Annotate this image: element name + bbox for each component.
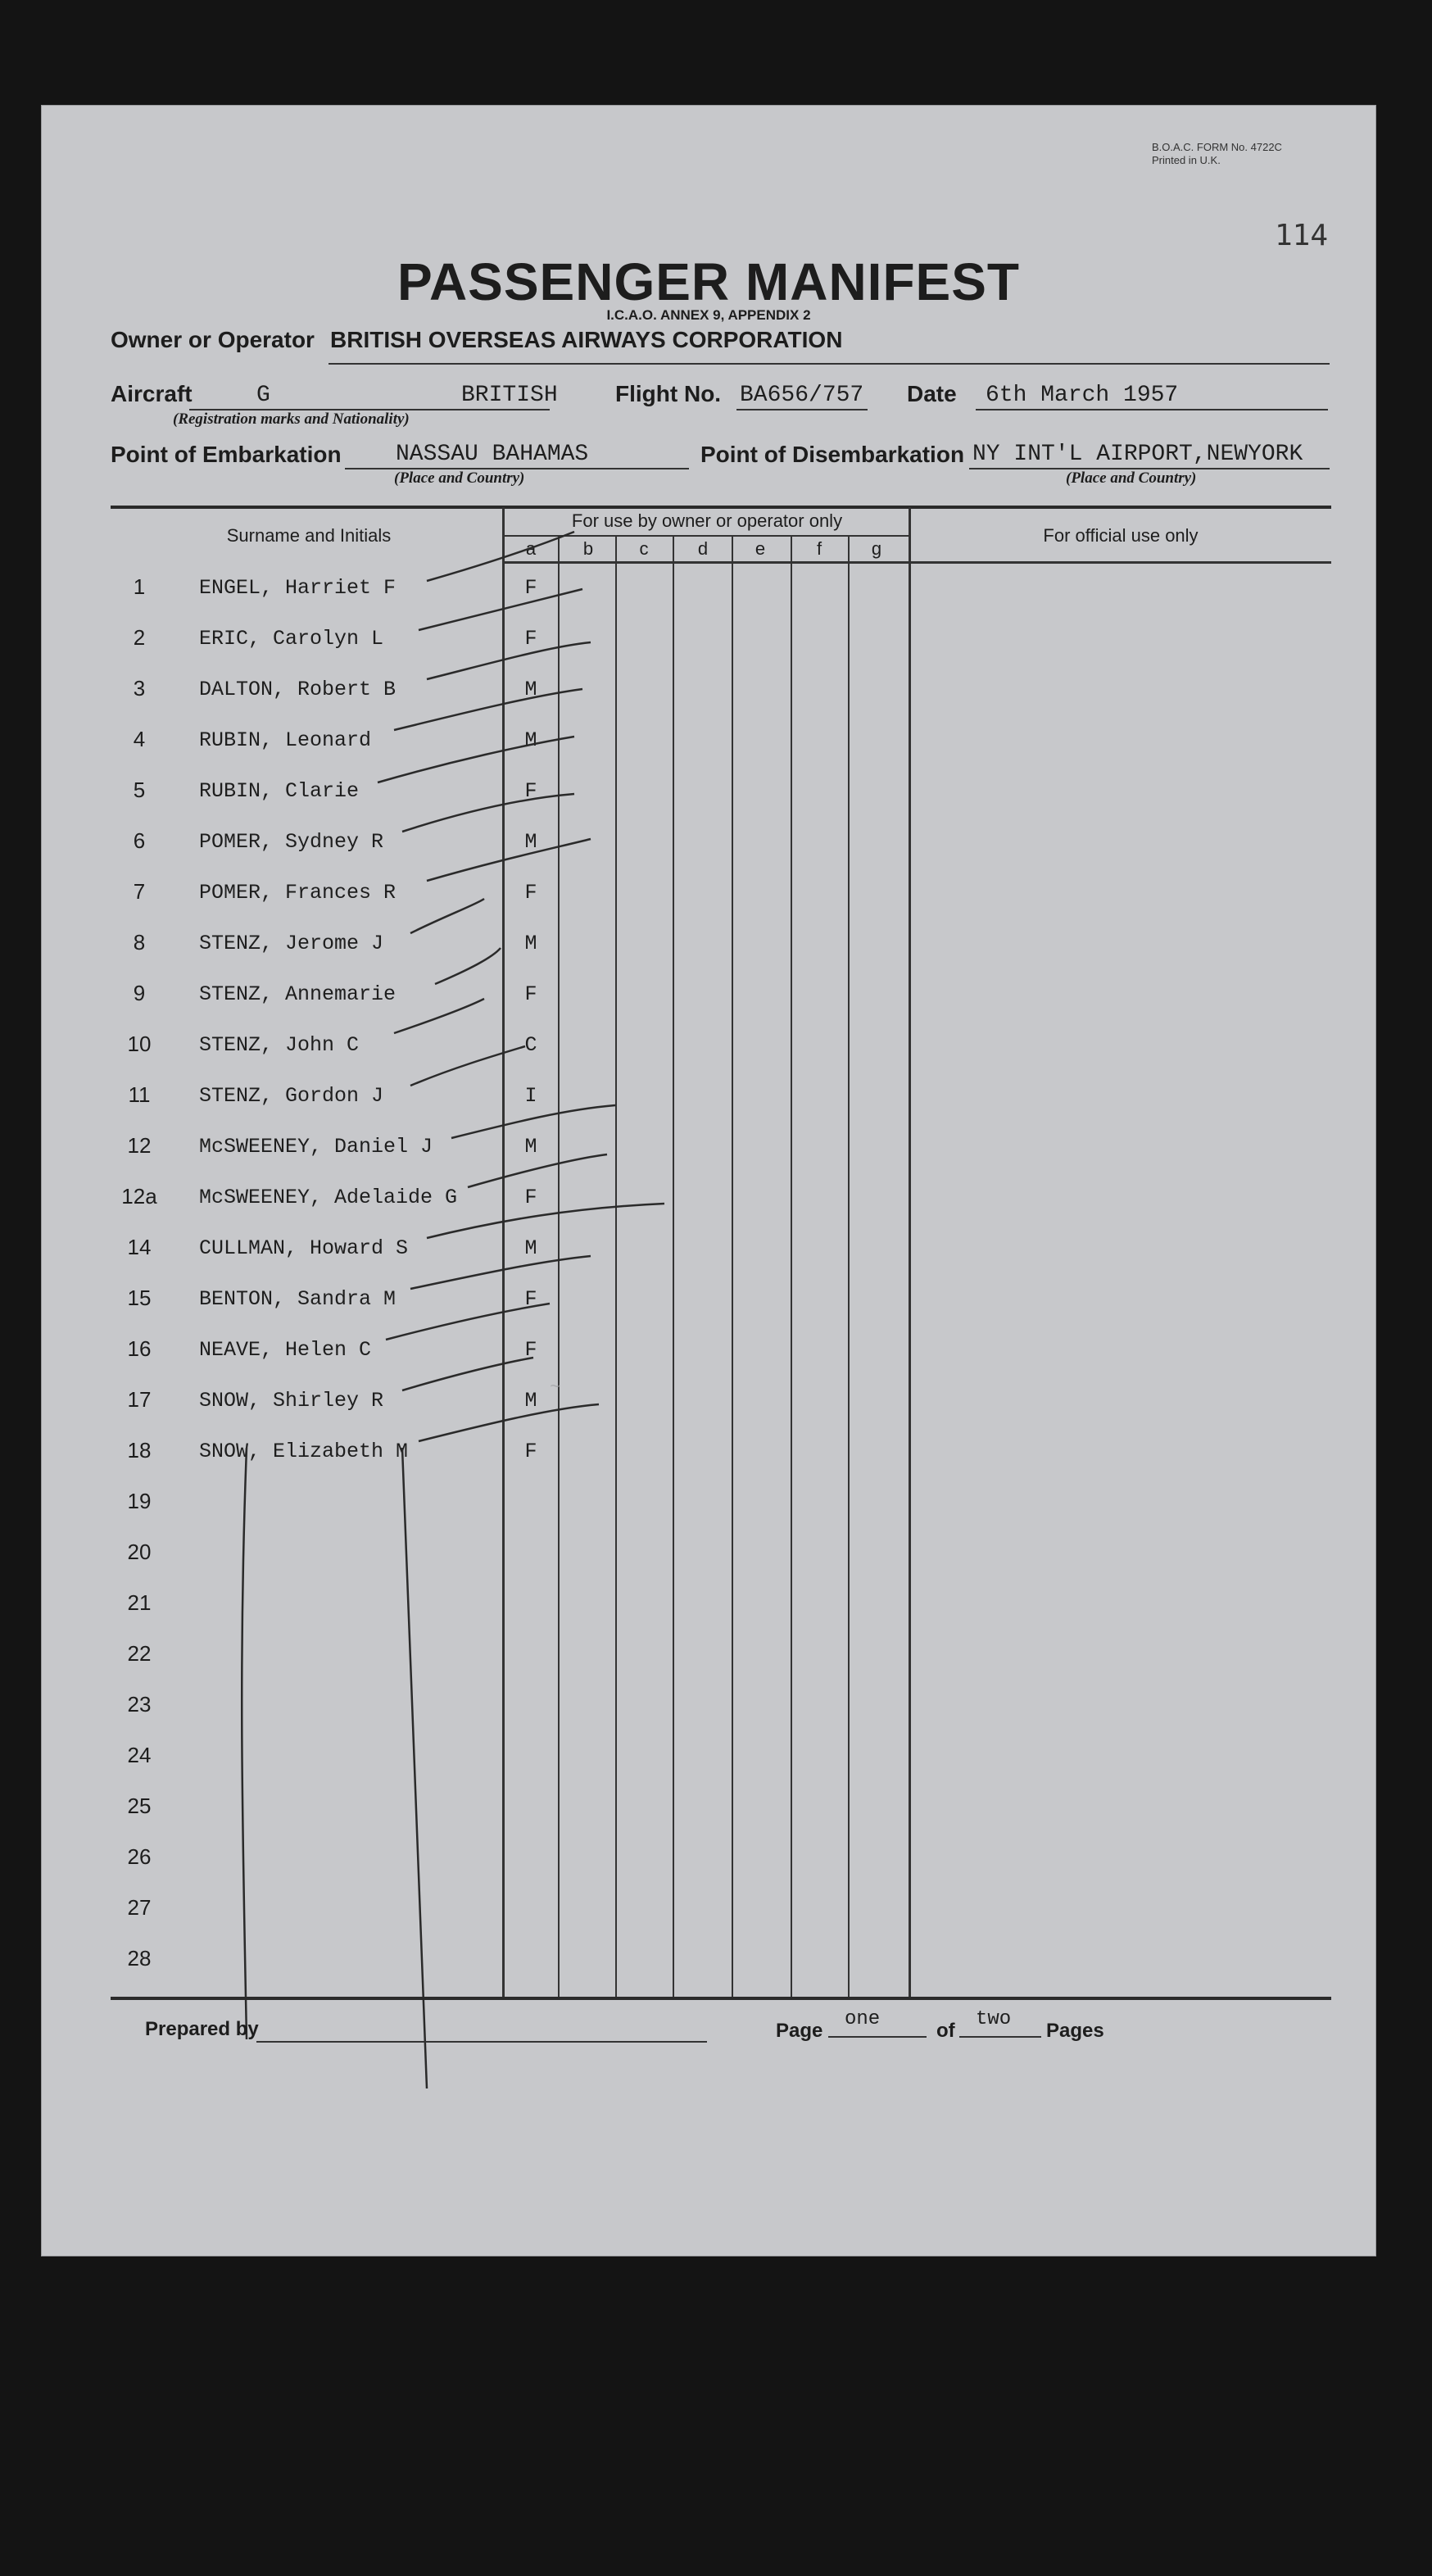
passenger-sex: F <box>524 982 537 1006</box>
row-number: 7 <box>133 879 146 904</box>
svg-text:~: ~ <box>550 1377 561 1398</box>
prepared-label: Prepared by <box>145 2018 259 2040</box>
total-pages-value: two <box>976 2008 1012 2030</box>
row-number: 28 <box>127 1946 152 1971</box>
passenger-name: DALTON, Robert B <box>199 678 397 701</box>
row-number: 27 <box>127 1895 152 1920</box>
table-bottom-rule <box>111 1997 1331 2000</box>
disembark-label: Point of Disembarkation <box>700 442 965 467</box>
passenger-name: SNOW, Shirley R <box>199 1389 384 1413</box>
row-number: 9 <box>133 981 146 1005</box>
passenger-name: ENGEL, Harriet F <box>199 576 397 600</box>
passenger-name: STENZ, John C <box>199 1033 360 1057</box>
aircraft-reg: G <box>256 383 270 408</box>
passenger-name: BENTON, Sandra M <box>199 1287 397 1311</box>
passenger-name: POMER, Frances R <box>199 881 397 905</box>
row-number: 23 <box>127 1692 152 1717</box>
row-number: 26 <box>127 1844 152 1869</box>
flight-label: Flight No. <box>615 381 722 406</box>
passenger-sex: M <box>524 1389 537 1413</box>
printed-in-text: Printed in U.K. <box>1152 154 1221 166</box>
total-underline <box>959 2036 1041 2038</box>
date-value: 6th March 1957 <box>986 383 1179 408</box>
row-number: 17 <box>127 1387 152 1412</box>
passenger-sex: M <box>524 678 537 701</box>
col-letter-g: g <box>871 538 882 559</box>
col-official-header: For official use only <box>1043 525 1199 546</box>
col-letter-f: f <box>816 538 822 559</box>
date-label: Date <box>907 381 957 406</box>
row-number: 15 <box>127 1286 152 1310</box>
owner-label: Owner or Operator <box>111 327 315 352</box>
page-title: PASSENGER MANIFEST <box>397 252 1020 311</box>
embark-label: Point of Embarkation <box>111 442 342 467</box>
aircraft-nationality: BRITISH <box>461 383 558 408</box>
row-number: 8 <box>133 930 146 955</box>
disembark-value: NY INT'L AIRPORT,NEWYORK <box>972 442 1303 467</box>
row-number: 6 <box>133 828 146 853</box>
row-number: 14 <box>127 1235 152 1259</box>
embark-note: (Place and Country) <box>394 469 525 487</box>
passenger-name: STENZ, Jerome J <box>199 932 384 955</box>
passenger-name: POMER, Sydney R <box>199 830 384 854</box>
row-number: 11 <box>128 1082 151 1107</box>
row-number: 12a <box>121 1184 157 1209</box>
passenger-name: STENZ, Annemarie <box>199 982 397 1006</box>
aircraft-label: Aircraft <box>111 381 193 406</box>
row-number: 21 <box>127 1590 152 1615</box>
passenger-sex: M <box>524 830 537 854</box>
col-letter-b: b <box>582 538 594 559</box>
passenger-sex: C <box>524 1033 537 1057</box>
passenger-sex: M <box>524 1236 537 1260</box>
row-number: 4 <box>133 727 146 751</box>
row-number: 22 <box>127 1641 152 1666</box>
row-number: 16 <box>127 1336 152 1361</box>
col-owner-header: For use by owner or operator only <box>571 510 843 531</box>
page-label: Page <box>776 2020 823 2042</box>
passenger-name: RUBIN, Clarie <box>199 779 360 803</box>
passenger-sex: F <box>524 576 537 600</box>
passenger-sex: F <box>524 779 537 803</box>
embark-value: NASSAU BAHAMAS <box>396 442 589 467</box>
row-number: 18 <box>127 1438 152 1463</box>
page-value: one <box>845 2008 881 2030</box>
pen-strokes <box>42 106 1375 2256</box>
disembark-note: (Place and Country) <box>1066 469 1197 487</box>
of-label: of <box>936 2020 955 2042</box>
pages-label: Pages <box>1046 2020 1104 2042</box>
passenger-sex: M <box>524 1135 537 1159</box>
prepared-underline <box>256 2041 707 2043</box>
row-number: 1 <box>133 574 146 599</box>
passenger-name: NEAVE, Helen C <box>199 1338 372 1362</box>
page-subtitle: I.C.A.O. ANNEX 9, APPENDIX 2 <box>606 307 811 323</box>
passenger-name: CULLMAN, Howard S <box>199 1236 409 1260</box>
passenger-name: McSWEENEY, Daniel J <box>199 1135 433 1159</box>
row-number: 10 <box>127 1032 152 1056</box>
row-number: 12 <box>127 1133 152 1158</box>
passenger-sex: F <box>524 1338 537 1362</box>
flight-value: BA656/757 <box>740 383 864 408</box>
col-letter-d: d <box>697 538 709 559</box>
owner-value: BRITISH OVERSEAS AIRWAYS CORPORATION <box>330 327 843 352</box>
passenger-name: McSWEENEY, Adelaide G <box>199 1186 458 1209</box>
row-number: 3 <box>133 676 146 701</box>
passenger-sex: M <box>524 932 537 955</box>
passenger-name: STENZ, Gordon J <box>199 1084 384 1108</box>
passenger-sex: F <box>524 1440 537 1463</box>
passenger-sex: I <box>524 1084 537 1108</box>
row-number: 2 <box>133 625 146 650</box>
aircraft-note: (Registration marks and Nationality) <box>173 410 410 428</box>
form-number-text: B.O.A.C. FORM No. 4722C <box>1152 141 1282 153</box>
col-surname-header: Surname and Initials <box>226 525 392 546</box>
passenger-name: RUBIN, Leonard <box>199 728 372 752</box>
passenger-sex: F <box>524 1186 537 1209</box>
row-number: 5 <box>133 778 146 802</box>
passenger-sex: F <box>524 1287 537 1311</box>
passenger-name: SNOW, Elizabeth M <box>199 1440 409 1463</box>
col-letter-c: c <box>639 538 649 559</box>
page-underline <box>828 2036 927 2038</box>
manifest-sheet <box>41 105 1376 2256</box>
row-number: 24 <box>127 1743 152 1767</box>
row-number: 20 <box>127 1540 152 1564</box>
row-number: 25 <box>127 1794 152 1818</box>
col-letter-a: a <box>525 538 537 559</box>
col-letter-e: e <box>755 538 766 559</box>
passenger-name: ERIC, Carolyn L <box>199 627 384 651</box>
passenger-sex: M <box>524 728 537 752</box>
row-number: 19 <box>127 1489 152 1513</box>
page-stamp: 114 <box>1275 219 1329 252</box>
passenger-sex: F <box>524 627 537 651</box>
passenger-sex: F <box>524 881 537 905</box>
